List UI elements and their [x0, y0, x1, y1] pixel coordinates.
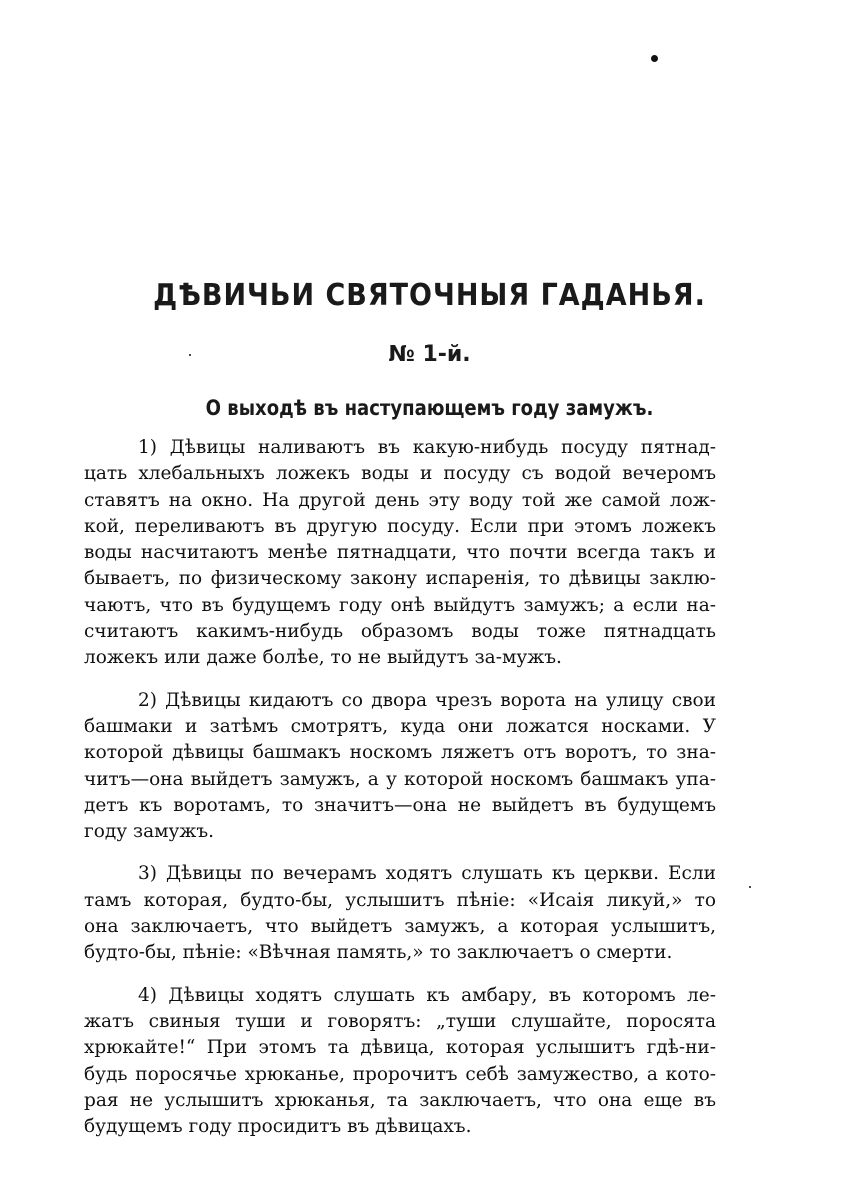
text-line: рая не услышитъ хрюканья, та заключаетъ, что она еще въ	[84, 1089, 716, 1111]
section-number: № 1-й.	[388, 342, 471, 367]
text-line: тамъ которая, будто-бы, услышитъ пѣніе: «Исаія ликуй,» то	[84, 889, 716, 911]
text-line: кой, переливаютъ въ другую посуду. Если при этомъ ложекъ	[84, 515, 716, 537]
text-line: 1) Дѣвицы наливаютъ въ какую-нибудь посуду пятнад-	[138, 437, 716, 458]
text-line: она заключаетъ, что выйдетъ замужъ, а которая услышитъ,	[84, 916, 716, 938]
text-line: 3) Дѣвицы по вечерамъ ходятъ слушать къ церкви. Если	[138, 863, 716, 885]
text-line: году замужъ.	[84, 821, 215, 843]
text-line: детъ къ воротамъ, то значитъ—она не выйдетъ въ будущемъ	[84, 794, 716, 816]
text-line: ставятъ на окно. На другой день эту воду той же самой лож-	[84, 489, 716, 511]
body-text	[84, 435, 716, 1156]
paragraph-1	[84, 435, 716, 672]
text-line: которой дѣвицы башмакъ носкомъ ляжетъ отъ воротъ, то зна-	[84, 742, 716, 764]
text-line: будто-бы, пѣніе: «Вѣчная память,» то заключаетъ о смерти.	[84, 942, 673, 964]
text-line: будущемъ году просидитъ въ дѣвицахъ.	[84, 1116, 472, 1138]
paragraph-4	[84, 983, 716, 1141]
text-line: цать хлебальныхъ ложекъ воды и посуду съ водой вечеромъ	[84, 463, 716, 485]
ink-speck	[749, 886, 751, 888]
paragraph-2	[84, 688, 716, 846]
text-line: чаютъ, что въ будущемъ году онѣ выйдутъ замужъ; а если на-	[84, 594, 716, 616]
text-line: 4) Дѣвицы ходятъ слушать къ амбару, въ которомъ ле-	[138, 984, 716, 1006]
text-line: бываетъ, по физическому закону испаренія, то дѣвицы заклю-	[84, 568, 716, 590]
ink-speck	[651, 55, 658, 62]
section-subtitle: О выходѣ въ наступающемъ году замужъ.	[205, 396, 654, 420]
text-line: ложекъ или даже болѣе, то не выйдутъ за-мужъ.	[84, 647, 562, 669]
text-line: хрюкайте!“ При этомъ та дѣвица, которая услышитъ гдѣ-ни-	[84, 1037, 716, 1059]
text-line: воды насчитаютъ менѣе пятнадцати, что почти всегда такъ и	[84, 542, 716, 564]
text-line: жатъ свиныя туши и говорятъ: „туши слушайте, поросята	[84, 1010, 716, 1032]
text-line: будь поросячье хрюканье, пророчитъ себѣ замужество, а кото-	[84, 1063, 716, 1085]
paragraph-3	[84, 861, 716, 966]
text-line: читъ—она выйдетъ замужъ, а у которой носкомъ башмакъ упа-	[84, 768, 716, 790]
text-line: 2) Дѣвицы кидаютъ со двора чрезъ ворота на улицу свои	[138, 689, 716, 711]
text-line: считаютъ какимъ-нибудь образомъ воды тоже пятнадцать	[84, 621, 716, 643]
text-line: башмаки и затѣмъ смотрятъ, куда они ложатся носками. У	[84, 715, 716, 737]
page-title: ДѢВИЧЬИ СВЯТОЧНЫЯ ГАДАНЬЯ.	[153, 278, 706, 313]
